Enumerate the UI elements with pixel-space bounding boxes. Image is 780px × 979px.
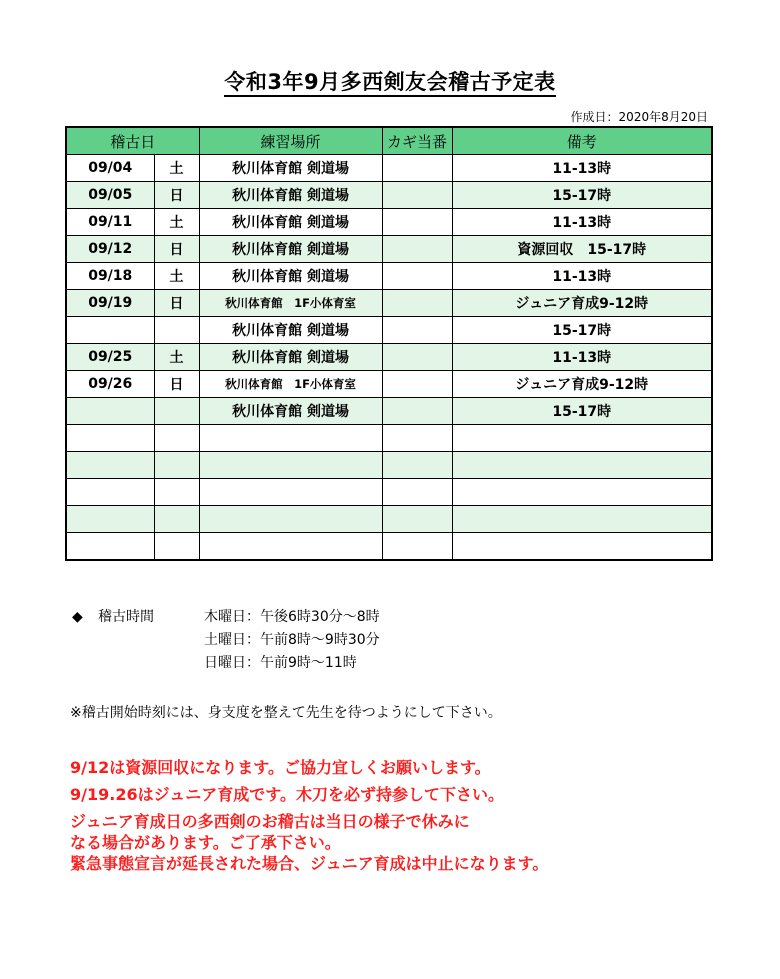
cell-date [66, 533, 154, 561]
table-row [66, 317, 712, 344]
cell-key [382, 209, 452, 236]
cell-key [382, 263, 452, 290]
hours-line: 日曜日：午前9時～11時 [204, 655, 357, 671]
cell-key [382, 479, 452, 506]
table-row [66, 452, 712, 479]
cell-place: 秋川体育館 1F小体育室 [199, 290, 382, 317]
cell-date: 09/05 [66, 182, 154, 209]
table-row [66, 209, 712, 236]
cell-date [66, 425, 154, 452]
cell-note: 15-17時 [452, 317, 712, 344]
notice-line: 9/12は資源回収になります。ご協力宜しくお願いします。 [70, 758, 491, 777]
cell-date [66, 479, 154, 506]
cell-key [382, 533, 452, 561]
cell-note: 11-13時 [452, 209, 712, 236]
notice-line: ジュニア育成日の多西剣のお稽古は当日の様子で休みに [70, 812, 470, 831]
cell-date [66, 317, 154, 344]
table-row [66, 290, 712, 317]
table-row [66, 506, 712, 533]
table-row [66, 479, 712, 506]
cell-place [199, 452, 382, 479]
cell-date [66, 506, 154, 533]
cell-day [154, 479, 199, 506]
cell-place: 秋川体育館 剣道場 [199, 236, 382, 263]
created-date: 作成日：2020年8月20日 [570, 110, 708, 124]
hours-label: 稽古時間 [98, 609, 154, 625]
diamond-bullet-icon: ◆ [72, 609, 83, 625]
cell-place [199, 533, 382, 561]
table-row [66, 344, 712, 371]
cell-day: 土 [154, 344, 199, 371]
table-row [66, 155, 712, 182]
cell-key [382, 425, 452, 452]
schedule-table [65, 126, 713, 561]
cell-date: 09/25 [66, 344, 154, 371]
cell-place: 秋川体育館 剣道場 [199, 155, 382, 182]
cell-date: 09/26 [66, 371, 154, 398]
cell-day [154, 452, 199, 479]
cell-key [382, 452, 452, 479]
cell-key [382, 371, 452, 398]
cell-place: 秋川体育館 剣道場 [199, 182, 382, 209]
notice-block [70, 757, 548, 874]
practice-hours [72, 606, 380, 675]
header-place: 練習場所 [199, 127, 382, 155]
header-note: 備考 [452, 127, 712, 155]
cell-place: 秋川体育館 剣道場 [199, 263, 382, 290]
table-row [66, 182, 712, 209]
cell-day [154, 533, 199, 561]
cell-key [382, 317, 452, 344]
cell-place: 秋川体育館 剣道場 [199, 398, 382, 425]
cell-date [66, 452, 154, 479]
cell-day [154, 317, 199, 344]
table-header-row [66, 127, 712, 155]
cell-place: 秋川体育館 剣道場 [199, 209, 382, 236]
cell-date: 09/04 [66, 155, 154, 182]
table-row [66, 236, 712, 263]
cell-day: 日 [154, 182, 199, 209]
cell-key [382, 398, 452, 425]
cell-place [199, 425, 382, 452]
table-row [66, 263, 712, 290]
cell-day: 日 [154, 371, 199, 398]
cell-date: 09/11 [66, 209, 154, 236]
cell-note [452, 506, 712, 533]
cell-key [382, 506, 452, 533]
cell-place: 秋川体育館 1F小体育室 [199, 371, 382, 398]
cell-note: 資源回収 15-17時 [452, 236, 712, 263]
table-row [66, 425, 712, 452]
cell-note [452, 425, 712, 452]
cell-key [382, 290, 452, 317]
cell-day: 日 [154, 290, 199, 317]
cell-note: 11-13時 [452, 263, 712, 290]
cell-key [382, 344, 452, 371]
cell-day: 土 [154, 209, 199, 236]
cell-date: 09/18 [66, 263, 154, 290]
cell-note: ジュニア育成9-12時 [452, 371, 712, 398]
table-row [66, 371, 712, 398]
table-row [66, 533, 712, 561]
cell-place [199, 506, 382, 533]
cell-note: 11-13時 [452, 155, 712, 182]
cell-day [154, 425, 199, 452]
header-date: 稽古日 [66, 127, 199, 155]
notice-line: 9/19.26はジュニア育成です。木刀を必ず持参して下さい。 [70, 785, 504, 804]
cell-note: 15-17時 [452, 182, 712, 209]
cell-note [452, 479, 712, 506]
cell-key [382, 236, 452, 263]
preparation-note: ※稽古開始時刻には、身支度を整えて先生を待つようにして下さい。 [70, 705, 502, 721]
cell-date: 09/12 [66, 236, 154, 263]
page-title: 令和3年9月多西剣友会稽古予定表 [0, 66, 780, 96]
cell-note: 11-13時 [452, 344, 712, 371]
cell-key [382, 155, 452, 182]
cell-note [452, 452, 712, 479]
cell-date [66, 398, 154, 425]
cell-note [452, 533, 712, 561]
cell-day [154, 398, 199, 425]
notice-line: 緊急事態宣言が延長された場合、ジュニア育成は中止になります。 [70, 854, 549, 873]
cell-day: 土 [154, 155, 199, 182]
header-key: カギ当番 [382, 127, 452, 155]
cell-day [154, 506, 199, 533]
cell-note: ジュニア育成9-12時 [452, 290, 712, 317]
table-row [66, 398, 712, 425]
cell-note: 15-17時 [452, 398, 712, 425]
cell-place [199, 479, 382, 506]
cell-key [382, 182, 452, 209]
cell-place: 秋川体育館 剣道場 [199, 317, 382, 344]
hours-line: 木曜日：午後6時30分～8時 [204, 609, 380, 625]
cell-day: 土 [154, 263, 199, 290]
cell-date: 09/19 [66, 290, 154, 317]
cell-day: 日 [154, 236, 199, 263]
hours-line: 土曜日：午前8時～9時30分 [204, 632, 380, 648]
cell-place: 秋川体育館 剣道場 [199, 344, 382, 371]
notice-line: なる場合があります。ご了承下さい。 [70, 833, 341, 852]
